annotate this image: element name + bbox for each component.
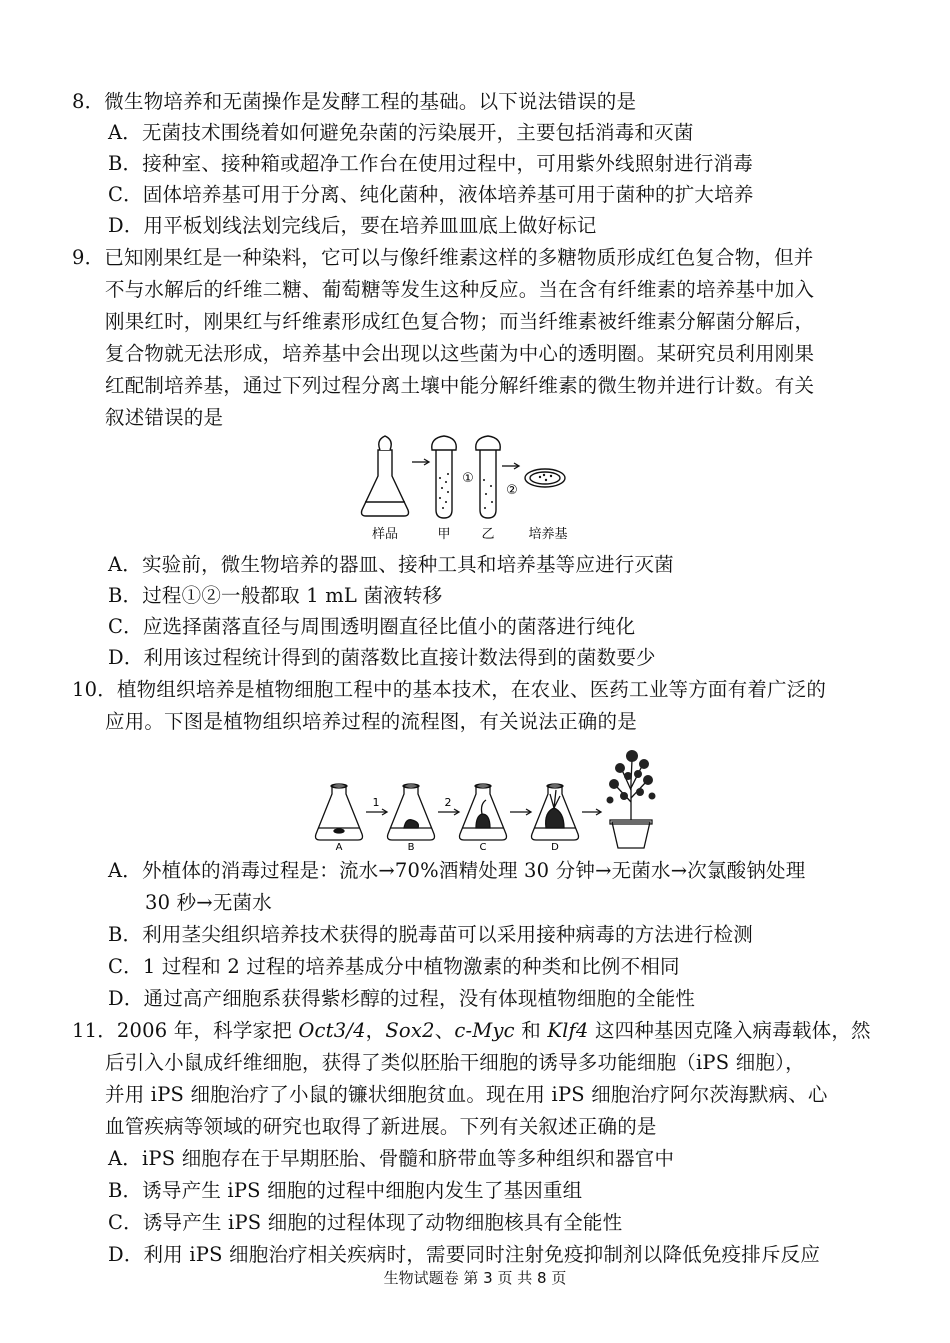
q10-culture-flow-diagram	[310, 742, 660, 852]
q10-option-c: C．1 过程和 2 过程的培养基成分中植物激素的种类和比例不相同	[108, 955, 680, 978]
q11-stem-line-4: 血管疾病等领域的研究也取得了新进展。下列有关叙述正确的是	[105, 1115, 657, 1138]
q11-text-b: 这四种基因克隆入病毒载体，然	[588, 1019, 871, 1042]
q10-option-b: B．利用茎尖组织培养技术获得的脱毒苗可以采用接种病毒的方法进行检测	[108, 923, 753, 946]
q10-option-d: D．通过高产细胞系获得紫杉醇的过程，没有体现植物细胞的全能性	[108, 987, 696, 1010]
label-a: A	[335, 842, 343, 852]
q9-option-b: B．过程①②一般都取 1 mL 菌液转移	[108, 584, 443, 607]
label-medium: 培养基	[528, 527, 568, 542]
q9-stem-line-5: 红配制培养基，通过下列过程分离土壤中能分解纤维素的微生物并进行计数。有关	[105, 374, 815, 397]
tube-yi-icon	[476, 436, 501, 518]
q11-stem-line-3: 并用 iPS 细胞治疗了小鼠的镰状细胞贫血。现在用 iPS 细胞治疗阿尔茨海默病、心	[105, 1083, 828, 1106]
q9-stem-line-2: 不与水解后的纤维二糖、葡萄糖等发生这种反应。当在含有纤维素的培养基中加入	[105, 278, 815, 301]
q9-stem-line-4: 复合物就无法形成，培养基中会出现以这些菌为中心的透明圈。某研究员利用刚果	[105, 342, 815, 365]
q10-stem-line-1: 10．植物组织培养是植物细胞工程中的基本技术，在农业、医药工业等方面有着广泛的	[72, 678, 827, 701]
q10-stem-line-2: 应用。下图是植物组织培养过程的流程图，有关说法正确的是	[105, 710, 637, 733]
petri-dish-icon	[525, 469, 565, 487]
page-footer: 生物试题卷 第 3 页 共 8 页	[383, 1269, 567, 1287]
q10-option-a-cont: 30 秒→无菌水	[145, 891, 272, 914]
q9-option-a: A．实验前，微生物培养的器皿、接种工具和培养基等应进行灭菌	[108, 553, 674, 576]
q9-option-d: D．利用该过程统计得到的菌落数比直接计数法得到的菌数要少	[108, 646, 656, 669]
gene-sox2: Sox2	[385, 1019, 435, 1042]
gene-oct34: Oct3/4	[298, 1019, 366, 1042]
step-2-label: 2	[444, 796, 452, 809]
q9-option-c: C．应选择菌落直径与周围透明圈直径比值小的菌落进行纯化	[108, 615, 636, 638]
step-1-label: ①	[462, 471, 474, 486]
q8-option-c: C．固体培养基可用于分离、纯化菌种，液体培养基可用于菌种的扩大培养	[108, 183, 754, 206]
q11-text-a: 11．2006 年，科学家把	[72, 1019, 299, 1042]
q8-option-b: B．接种室、接种箱或超净工作台在使用过程中，可用紫外线照射进行消毒	[108, 152, 753, 175]
q11-option-b: B．诱导产生 iPS 细胞的过程中细胞内发生了基因重组	[108, 1179, 583, 1202]
q8-stem: 8．微生物培养和无菌操作是发酵工程的基础。以下说法错误的是	[72, 90, 637, 113]
q8-option-d: D．用平板划线法划完线后，要在培养皿皿底上做好标记	[108, 214, 597, 237]
q8-option-a: A．无菌技术围绕着如何避免杂菌的污染展开，主要包括消毒和灭菌	[108, 121, 694, 144]
flask-d-icon	[532, 784, 579, 840]
label-sample: 样品	[371, 527, 399, 542]
q9-process-diagram	[360, 432, 600, 544]
q11-sep-3: 和	[514, 1019, 548, 1042]
q11-option-d: D．利用 iPS 细胞治疗相关疾病时，需要同时注射免疫抑制剂以降低免疫排斥反应	[108, 1243, 821, 1266]
q10-option-a: A．外植体的消毒过程是：流水→70%酒精处理 30 分钟→无菌水→次氯酸钠处理	[108, 859, 806, 882]
potted-plant-icon	[610, 760, 652, 848]
q9-stem-line-6: 叙述错误的是	[105, 406, 224, 429]
q11-option-c: C．诱导产生 iPS 细胞的过程体现了动物细胞核具有全能性	[108, 1211, 623, 1234]
label-d: D	[551, 842, 559, 852]
q9-stem-line-3: 刚果红时，刚果红与纤维素形成红色复合物；而当纤维素被纤维素分解菌分解后，	[105, 310, 815, 333]
q11-stem-line-2: 后引入小鼠成纤维细胞，获得了类似胚胎干细胞的诱导多功能细胞（iPS 细胞），	[105, 1051, 805, 1074]
q10-figure	[310, 742, 660, 852]
gene-klf4: Klf4	[547, 1019, 589, 1042]
q11-stem-line-1	[72, 1017, 871, 1045]
flask-b-icon	[388, 784, 435, 840]
q11-sep-2: 、	[434, 1019, 455, 1042]
step-1-label: 1	[372, 796, 380, 809]
q11-sep-1: ，	[365, 1019, 386, 1042]
q11-option-a: A．iPS 细胞存在于早期胚胎、骨髓和脐带血等多种组织和器官中	[108, 1147, 675, 1170]
label-yi: 乙	[481, 527, 495, 542]
q9-stem-line-1: 9．已知刚果红是一种染料，它可以与像纤维素这样的多糖物质形成红色复合物，但并	[72, 246, 814, 269]
flask-c-icon	[460, 784, 507, 840]
sample-flask-icon	[362, 436, 409, 516]
flask-a-icon	[316, 784, 363, 840]
label-b: B	[407, 842, 415, 852]
gene-cmyc: c-Myc	[454, 1019, 515, 1042]
label-c: C	[479, 842, 487, 852]
step-2-label: ②	[506, 483, 518, 498]
label-jia: 甲	[437, 527, 451, 542]
q9-figure	[360, 432, 600, 544]
tube-jia-icon	[432, 436, 457, 518]
